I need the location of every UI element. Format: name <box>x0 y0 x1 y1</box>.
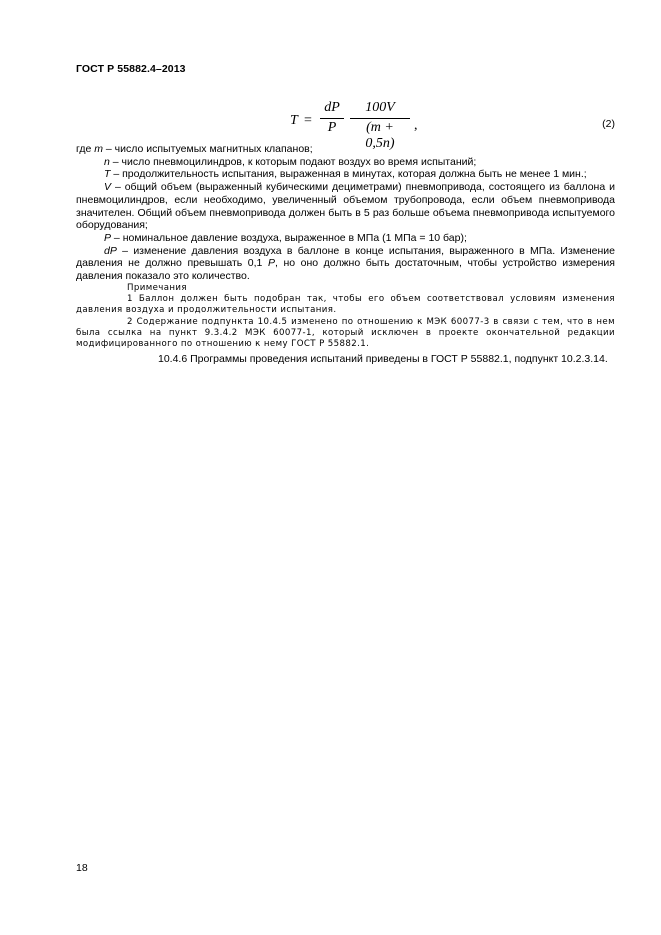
definition-symbol: P <box>104 231 112 244</box>
formula-lhs: T <box>290 113 298 128</box>
definition-symbol: m <box>94 143 103 155</box>
definition-n <box>76 156 615 169</box>
definition-text: – номинальное давление воздуха, выраженное в МПа (1 МПа = 10 бар); <box>111 231 467 244</box>
formula-equals: = <box>304 113 312 128</box>
body-text <box>76 143 615 365</box>
note-2: 2 Содержание подпункта 10.4.5 изменено по отношению к МЭК 60077-3 в связи с тем, что в нем была ссылка на пункт 9.3.4.2 МЭК 60077-1, который исключен в проекте окончательной редакции модифицированного по отношению к нему ГОСТ Р 55882.1. <box>76 316 615 350</box>
fraction-1-denominator: P <box>327 120 337 135</box>
definition-symbol: T <box>104 168 111 181</box>
document-header: ГОСТ Р 55882.4–2013 <box>76 63 186 75</box>
notes-title: Примечания <box>127 282 187 293</box>
definition-prefix: где <box>76 143 95 155</box>
definition-text: – продолжительность испытания, выраженная в минутах, которая должна быть не менее 1 мин.; <box>110 168 587 181</box>
definition-text: – число пневмоцилиндров, к которым подают воздух во время испытаний; <box>109 155 477 168</box>
definition-p <box>76 232 615 245</box>
definition-v <box>76 181 615 232</box>
fraction-2-denominator: (m + 0,5n) <box>365 120 395 151</box>
definition-text-cont: , но оно должно быть достаточным, чтобы устройство измерения давления показало это количество. <box>76 257 615 283</box>
definition-symbol: V <box>104 181 112 194</box>
note-1: 1 Баллон должен быть подобран так, чтобы его объем соответствовал условиям изменения давления воздуха и продолжительности испытания. <box>76 294 615 316</box>
equation-number: (2) <box>602 118 615 130</box>
fraction-1-numerator: dP <box>324 100 340 115</box>
definition-text: – изменение давления воздуха в баллоне в конце испытания, выраженного в МПа. Изменение давления не должно превышать 0,1 <box>76 244 615 270</box>
fraction-2-numerator: 100V <box>365 100 395 115</box>
definition-symbol: n <box>104 155 110 168</box>
formula-fraction-1 <box>320 100 344 136</box>
paragraph-10-4-6: 10.4.6 Программы проведения испытаний приведены в ГОСТ Р 55882.1, подпункт 10.2.3.14. <box>158 352 608 365</box>
definition-m <box>76 143 615 156</box>
definition-text: – число испытуемых магнитных клапанов; <box>103 143 313 155</box>
definition-symbol-inline: P <box>267 257 275 270</box>
definition-text: – общий объем (выраженный кубическими дециметрами) пневмопривода, состоящего из баллона и пневмоцилиндров, если необходимо, увеличенный объемом трубопровода, если объем пневмопривода значителен. Общий объем пневмопривода должен быть в 5 раз больше объема пневмопривода испытуемого оборудования; <box>76 181 615 232</box>
definition-dp <box>76 245 615 283</box>
formula-fraction-2 <box>350 100 410 151</box>
definition-symbol: dP <box>104 244 117 257</box>
fraction-2-bar <box>350 118 410 119</box>
fraction-1-bar <box>320 118 344 119</box>
page-number: 18 <box>76 862 88 874</box>
formula-comma: , <box>414 118 418 133</box>
definition-t <box>76 168 615 181</box>
